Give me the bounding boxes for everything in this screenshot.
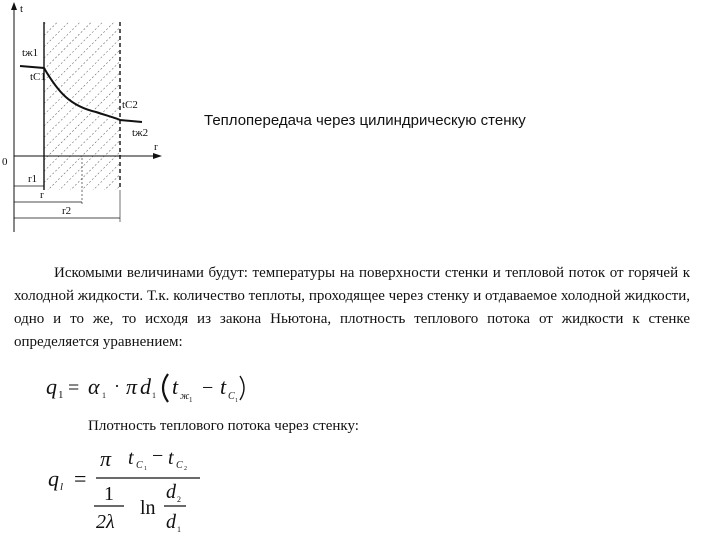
formula1-t1-sub: ж [180,391,190,402]
formula1-t1-sub2: 1 [189,396,193,404]
origin-label: 0 [2,156,8,168]
formula-heat-flux-liquid-to-wall [44,368,254,408]
formula1-left-paren [163,374,168,402]
formula2-one: 1 [104,483,114,505]
formula2-two-lambda: 2λ [96,511,115,533]
t-axis-arrow-icon [11,2,17,10]
formula1-dot: · [114,376,120,396]
wall-heat-flux-label: Плотность теплового потока через стенку: [88,418,359,434]
formula2-pi: π [100,446,112,471]
formula1-right-paren [240,376,244,400]
formula2-d1: d [166,511,176,533]
formula2-q-sub: l [60,481,64,493]
formula1-t2-sub: C [228,391,235,402]
formula2-tc1-sub: C [136,460,143,471]
r-label: r [40,189,44,201]
formula2-d2: d [166,481,176,503]
r1-label: r1 [28,173,38,185]
t-zh1-label: tж1 [22,47,39,59]
formula1-q-sub: 1 [58,389,64,401]
formula1-alpha-sub: 1 [102,391,106,400]
formula1-t2: t [220,374,227,399]
formula1-d-sub: 1 [152,391,156,400]
r2-label: r2 [62,205,72,217]
t-c2-label: tC2 [122,99,138,111]
cylindrical-wall-diagram [0,0,190,240]
formula1-q: q [46,374,57,399]
slide-title: Теплопередача через цилиндрическую стенку [204,112,526,129]
formula2-d1-sub: 1 [177,525,181,534]
formula2-eq: = [74,466,87,491]
formula1-d: d [140,374,151,399]
t-zh2-label: tж2 [132,127,149,139]
formula2-tc1-sub2: 1 [144,466,147,472]
formula2-ln: ln [140,497,156,519]
body-paragraph: Искомыми величинами будут: температуры на поверхности стенки и тепловой поток от горячей к холодной жидкости. Т.к. количество теплоты, проходящее через стенку и отдаваемое холодной жидкости, одно и то же, то исходя из закона Ньютона, плотность теплового потока от жидкости к стенке определяется уравнением: [14,265,690,350]
formula2-tc2: t [168,447,174,469]
formula1-t2-sub2: 1 [235,398,238,404]
wall-hatch [44,22,120,190]
formula2-q: q [48,466,59,491]
formula2-d2-sub: 2 [177,495,181,504]
formula1-alpha: α [88,374,100,399]
t-axis-label: t [20,3,24,15]
formula-heat-flux-through-wall [44,442,214,538]
formula1-minus: − [202,377,214,399]
formula2-minus: − [152,445,164,467]
formula2-tc2-sub2: 2 [184,466,187,472]
t-c1-label: tC1 [30,71,46,83]
formula1-eq: = [68,377,80,399]
r-axis-label: r [154,141,158,153]
formula1-pi: π [126,374,138,399]
formula1-t1: t [172,374,179,399]
r-axis-arrow-icon [153,153,162,159]
formula2-tc1: t [128,447,134,469]
formula2-tc2-sub: C [176,460,183,471]
